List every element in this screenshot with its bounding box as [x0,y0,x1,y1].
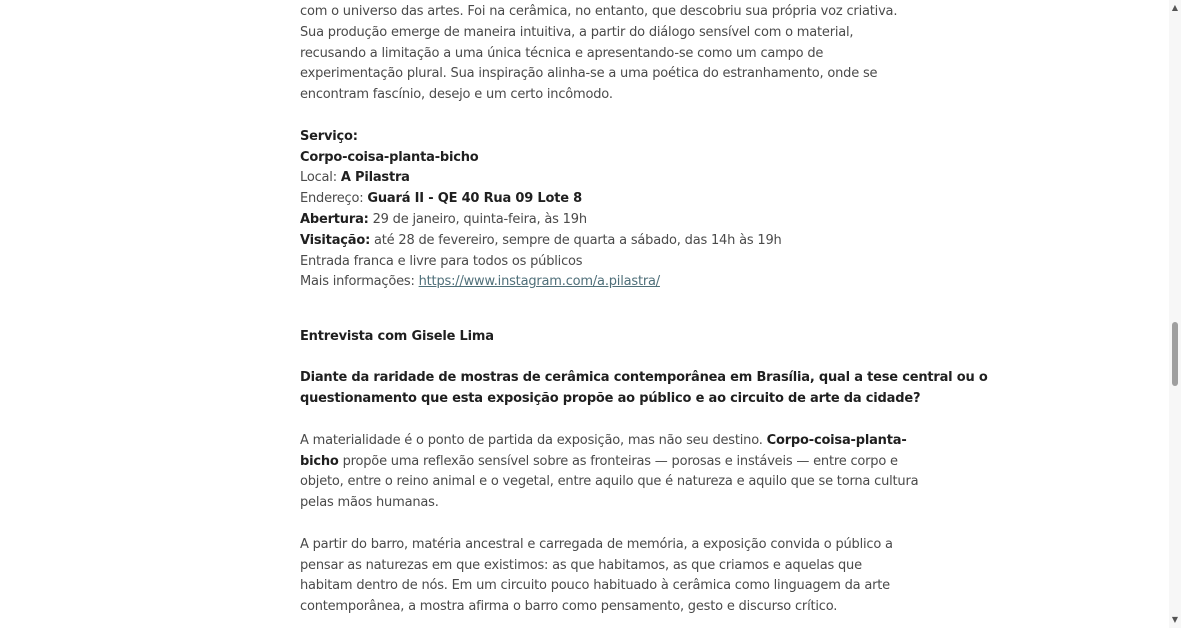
answer-paragraph-1 [300,431,919,514]
opening-value: 29 de janeiro, quinta-feira, às 19h [372,211,587,227]
answer-line: objeto, entre o reino animal e o vegetal, entre aquilo que é natureza e aquilo que se torna cultura [300,474,919,490]
answer-line: pensar as naturezas em que existimos: as que habitamos, as que criamos e aquelas que [300,557,862,573]
article-body [300,0,988,628]
question-line: questionamento que esta exposição propõe ao público e ao circuito de arte da cidade? [300,391,921,407]
entry-info: Entrada franca e livre para todos os públicos [300,253,583,269]
question-line: Diante da raridade de mostras de cerâmica contemporânea em Brasília, qual a tese central ou o [300,370,988,386]
local-row [300,168,868,189]
visit-value: até 28 de fevereiro, sempre de quarta a sábado, das 14h às 19h [374,232,782,248]
scroll-up-icon[interactable]: ▲ [1171,3,1179,12]
answer-line: A partir do barro, matéria ancestral e carregada de memória, a exposição convida o público a [300,536,893,552]
answer-lead: A materialidade é o ponto de partida da exposição, mas não seu destino. [300,432,763,448]
more-info-label: Mais informações: [300,274,415,290]
bio-line: experimentação plural. Sua inspiração alinha-se a uma poética do estranhamento, onde se [300,66,878,82]
address-row [300,189,868,210]
instagram-link[interactable]: https://www.instagram.com/a.pilastra/ [418,274,660,290]
opening-row [300,210,868,231]
bio-line: Sua produção emerge de maneira intuitiva, a partir do diálogo sensível com o material, [300,24,854,40]
answer-line: habitam dentro de nós. Em um circuito pouco habituado à cerâmica como linguagem da arte [300,578,890,594]
exhibition-name-inline-end: bicho [300,453,339,469]
artist-bio-paragraph [300,2,898,106]
answer-line: contemporânea, a mostra afirma o barro como pensamento, gesto e discurso crítico. [300,599,838,615]
exhibition-name: Corpo-coisa-planta-bicho [300,149,479,165]
more-info-row [300,272,868,293]
exhibition-name-inline: Corpo-coisa-planta- [766,432,907,448]
visit-label: Visitação: [300,232,371,248]
scroll-down-icon[interactable]: ▼ [1171,615,1179,624]
answer-line: pelas mãos humanas. [300,495,439,511]
address-label: Endereço: [300,191,364,207]
opening-label: Abertura: [300,211,369,227]
visit-row [300,231,868,252]
answer-line [300,452,898,473]
answer-paragraph-2 [300,535,893,618]
local-value: A Pilastra [340,170,410,186]
vertical-scrollbar[interactable] [1169,0,1181,628]
service-section [300,127,868,293]
address-value: Guará II - QE 40 Rua 09 Lote 8 [367,191,582,207]
answer-line [300,431,907,452]
scroll-thumb[interactable] [1172,322,1178,386]
local-label: Local: [300,170,337,186]
bio-line: encontram fascínio, desejo e um certo incômodo. [300,87,613,103]
interview-question [300,368,988,410]
interview-title: Entrevista com Gisele Lima [300,328,494,344]
bio-line: recusando a limitação a uma única técnica e apresentando-se como um campo de [300,45,824,61]
service-title: Serviço: [300,128,358,144]
bio-line: com o universo das artes. Foi na cerâmica, no entanto, que descobriu sua própria voz criativa. [300,4,898,19]
answer-line-text: propõe uma reflexão sensível sobre as fronteiras — porosas e instáveis — entre corpo e [342,453,898,469]
